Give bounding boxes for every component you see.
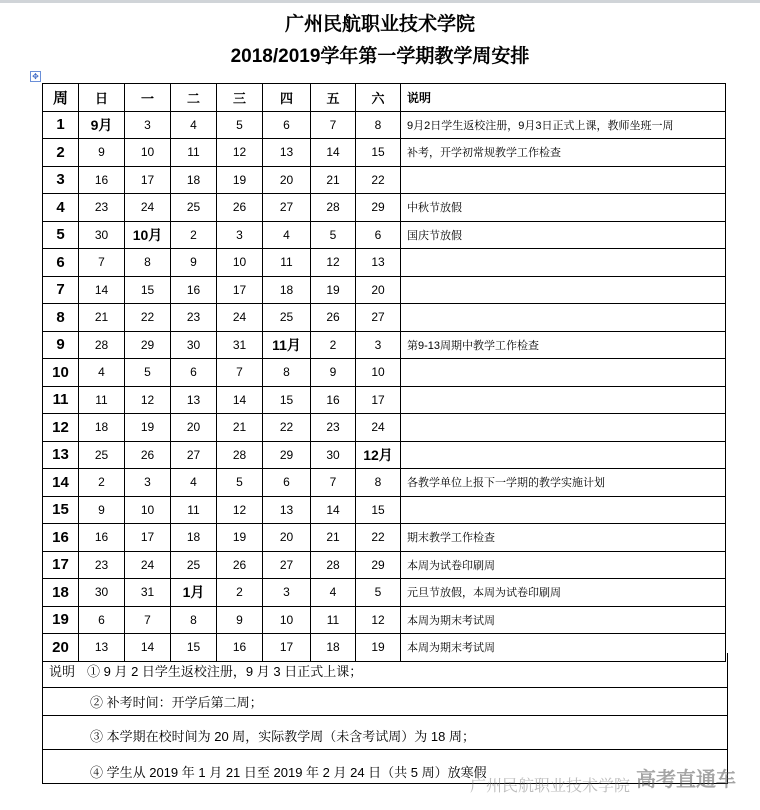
day-cell: 17 bbox=[125, 166, 171, 194]
day-cell: 4 bbox=[263, 221, 311, 249]
table-row bbox=[43, 221, 726, 249]
day-cell: 6 bbox=[263, 469, 311, 497]
day-cell: 8 bbox=[263, 359, 311, 387]
day-cell: 9 bbox=[79, 139, 125, 167]
day-cell: 30 bbox=[311, 441, 356, 469]
day-cell: 19 bbox=[311, 276, 356, 304]
week-note: 期末教学工作检查 bbox=[401, 524, 726, 552]
day-cell: 16 bbox=[217, 634, 263, 662]
week-note: 9月2日学生返校注册，9月3日正式上课，教师坐班一周 bbox=[401, 111, 726, 139]
day-cell: 24 bbox=[217, 304, 263, 332]
day-cell: 27 bbox=[356, 304, 401, 332]
table-row bbox=[43, 551, 726, 579]
column-header: 说明 bbox=[401, 84, 726, 112]
day-cell: 30 bbox=[79, 579, 125, 607]
notes-section bbox=[42, 653, 728, 784]
day-cell: 26 bbox=[125, 441, 171, 469]
day-cell: 8 bbox=[356, 111, 401, 139]
day-cell: 16 bbox=[79, 166, 125, 194]
day-cell: 4 bbox=[171, 469, 217, 497]
week-number: 4 bbox=[43, 194, 79, 222]
day-cell: 11 bbox=[171, 496, 217, 524]
week-number: 2 bbox=[43, 139, 79, 167]
day-cell: 10 bbox=[263, 606, 311, 634]
document-title: 广州民航职业技术学院 bbox=[284, 14, 475, 35]
day-cell: 5 bbox=[356, 579, 401, 607]
day-cell: 11 bbox=[171, 139, 217, 167]
day-cell: 13 bbox=[171, 386, 217, 414]
day-cell: 4 bbox=[79, 359, 125, 387]
table-row bbox=[43, 524, 726, 552]
day-cell: 15 bbox=[171, 634, 217, 662]
day-cell: 8 bbox=[125, 249, 171, 277]
note-item: ① 9 月 2 日学生返校注册，9 月 3 日正式上课； bbox=[87, 663, 363, 679]
day-cell: 24 bbox=[356, 414, 401, 442]
day-cell: 14 bbox=[217, 386, 263, 414]
day-cell: 10 bbox=[217, 249, 263, 277]
week-number: 7 bbox=[43, 276, 79, 304]
week-note bbox=[401, 359, 726, 387]
week-note bbox=[401, 276, 726, 304]
column-header: 二 bbox=[171, 84, 217, 112]
day-cell: 9 bbox=[217, 606, 263, 634]
table-row bbox=[43, 386, 726, 414]
day-cell: 23 bbox=[311, 414, 356, 442]
week-number: 9 bbox=[43, 331, 79, 359]
day-cell: 18 bbox=[171, 166, 217, 194]
week-number: 11 bbox=[43, 386, 79, 414]
day-cell: 3 bbox=[125, 111, 171, 139]
day-cell: 22 bbox=[356, 166, 401, 194]
day-cell: 1月 bbox=[171, 579, 217, 607]
day-cell: 20 bbox=[263, 166, 311, 194]
week-number: 8 bbox=[43, 304, 79, 332]
day-cell: 29 bbox=[356, 551, 401, 579]
day-cell: 7 bbox=[125, 606, 171, 634]
day-cell: 16 bbox=[311, 386, 356, 414]
day-cell: 14 bbox=[125, 634, 171, 662]
table-row bbox=[43, 194, 726, 222]
day-cell: 22 bbox=[125, 304, 171, 332]
day-cell: 28 bbox=[311, 551, 356, 579]
day-cell: 27 bbox=[263, 551, 311, 579]
week-number: 17 bbox=[43, 551, 79, 579]
table-header-row bbox=[43, 84, 726, 112]
note-item: ③ 本学期在校时间为 20 周，实际教学周（未含考试周）为 18 周； bbox=[90, 729, 475, 744]
day-cell: 6 bbox=[356, 221, 401, 249]
day-cell: 12 bbox=[217, 496, 263, 524]
day-cell: 17 bbox=[125, 524, 171, 552]
day-cell: 12 bbox=[217, 139, 263, 167]
day-cell: 30 bbox=[79, 221, 125, 249]
note-row bbox=[43, 716, 727, 750]
day-cell: 27 bbox=[171, 441, 217, 469]
day-cell: 11月 bbox=[263, 331, 311, 359]
table-row bbox=[43, 166, 726, 194]
day-cell: 29 bbox=[356, 194, 401, 222]
day-cell: 2 bbox=[311, 331, 356, 359]
day-cell: 21 bbox=[79, 304, 125, 332]
table-row bbox=[43, 111, 726, 139]
day-cell: 20 bbox=[171, 414, 217, 442]
note-item: ② 补考时间：开学后第二周； bbox=[90, 695, 263, 710]
day-cell: 19 bbox=[356, 634, 401, 662]
day-cell: 24 bbox=[125, 194, 171, 222]
day-cell: 13 bbox=[356, 249, 401, 277]
day-cell: 8 bbox=[356, 469, 401, 497]
watermark-school: 广州民航职业技术学院 bbox=[470, 776, 631, 795]
day-cell: 6 bbox=[263, 111, 311, 139]
day-cell: 10 bbox=[125, 139, 171, 167]
day-cell: 28 bbox=[311, 194, 356, 222]
day-cell: 15 bbox=[263, 386, 311, 414]
day-cell: 2 bbox=[217, 579, 263, 607]
week-note: 元旦节放假，本周为试卷印刷周 bbox=[401, 579, 726, 607]
day-cell: 7 bbox=[311, 111, 356, 139]
day-cell: 10 bbox=[356, 359, 401, 387]
day-cell: 20 bbox=[356, 276, 401, 304]
day-cell: 8 bbox=[171, 606, 217, 634]
table-row bbox=[43, 249, 726, 277]
day-cell: 16 bbox=[79, 524, 125, 552]
day-cell: 7 bbox=[217, 359, 263, 387]
day-cell: 7 bbox=[311, 469, 356, 497]
day-cell: 3 bbox=[356, 331, 401, 359]
table-row bbox=[43, 331, 726, 359]
week-number: 16 bbox=[43, 524, 79, 552]
day-cell: 2 bbox=[171, 221, 217, 249]
table-row bbox=[43, 304, 726, 332]
week-number: 5 bbox=[43, 221, 79, 249]
day-cell: 19 bbox=[217, 166, 263, 194]
day-cell: 9 bbox=[311, 359, 356, 387]
table-row bbox=[43, 441, 726, 469]
week-note: 本周为期末考试周 bbox=[401, 606, 726, 634]
week-note bbox=[401, 249, 726, 277]
note-row bbox=[43, 653, 727, 688]
day-cell: 26 bbox=[311, 304, 356, 332]
day-cell: 9 bbox=[171, 249, 217, 277]
week-note: 本周为试卷印刷周 bbox=[401, 551, 726, 579]
day-cell: 15 bbox=[125, 276, 171, 304]
week-number: 12 bbox=[43, 414, 79, 442]
day-cell: 25 bbox=[171, 194, 217, 222]
day-cell: 29 bbox=[125, 331, 171, 359]
day-cell: 4 bbox=[171, 111, 217, 139]
day-cell: 21 bbox=[217, 414, 263, 442]
day-cell: 12 bbox=[125, 386, 171, 414]
day-cell: 18 bbox=[171, 524, 217, 552]
day-cell: 20 bbox=[263, 524, 311, 552]
day-cell: 14 bbox=[311, 139, 356, 167]
day-cell: 4 bbox=[311, 579, 356, 607]
day-cell: 31 bbox=[125, 579, 171, 607]
week-note: 补考，开学初常规教学工作检查 bbox=[401, 139, 726, 167]
day-cell: 14 bbox=[79, 276, 125, 304]
week-number: 3 bbox=[43, 166, 79, 194]
day-cell: 21 bbox=[311, 166, 356, 194]
day-cell: 5 bbox=[217, 469, 263, 497]
day-cell: 28 bbox=[79, 331, 125, 359]
day-cell: 25 bbox=[79, 441, 125, 469]
column-header: 六 bbox=[356, 84, 401, 112]
week-number: 1 bbox=[43, 111, 79, 139]
day-cell: 9 bbox=[79, 496, 125, 524]
day-cell: 13 bbox=[79, 634, 125, 662]
day-cell: 19 bbox=[217, 524, 263, 552]
week-number: 13 bbox=[43, 441, 79, 469]
day-cell: 10月 bbox=[125, 221, 171, 249]
week-note bbox=[401, 304, 726, 332]
day-cell: 17 bbox=[263, 634, 311, 662]
table-row bbox=[43, 359, 726, 387]
week-number: 20 bbox=[43, 634, 79, 662]
day-cell: 5 bbox=[217, 111, 263, 139]
day-cell: 22 bbox=[263, 414, 311, 442]
week-note: 第9-13周期中教学工作检查 bbox=[401, 331, 726, 359]
week-note: 中秋节放假 bbox=[401, 194, 726, 222]
week-note bbox=[401, 386, 726, 414]
day-cell: 29 bbox=[263, 441, 311, 469]
day-cell: 18 bbox=[263, 276, 311, 304]
day-cell: 6 bbox=[171, 359, 217, 387]
day-cell: 12月 bbox=[356, 441, 401, 469]
day-cell: 17 bbox=[356, 386, 401, 414]
week-note: 国庆节放假 bbox=[401, 221, 726, 249]
day-cell: 11 bbox=[263, 249, 311, 277]
day-cell: 11 bbox=[311, 606, 356, 634]
day-cell: 10 bbox=[125, 496, 171, 524]
watermark-account: 高考直通车 bbox=[636, 767, 736, 791]
day-cell: 21 bbox=[311, 524, 356, 552]
notes-label: 说明 bbox=[49, 663, 76, 679]
week-note bbox=[401, 414, 726, 442]
document-subtitle: 2018/2019学年第一学期教学周安排 bbox=[230, 46, 530, 67]
day-cell: 5 bbox=[311, 221, 356, 249]
week-note: 本周为期末考试周 bbox=[401, 634, 726, 662]
day-cell: 12 bbox=[311, 249, 356, 277]
table-row bbox=[43, 606, 726, 634]
table-row bbox=[43, 496, 726, 524]
column-header: 一 bbox=[125, 84, 171, 112]
day-cell: 18 bbox=[79, 414, 125, 442]
week-note bbox=[401, 166, 726, 194]
week-number: 6 bbox=[43, 249, 79, 277]
day-cell: 15 bbox=[356, 496, 401, 524]
day-cell: 2 bbox=[79, 469, 125, 497]
column-header: 日 bbox=[79, 84, 125, 112]
note-row bbox=[43, 688, 727, 716]
column-header: 三 bbox=[217, 84, 263, 112]
day-cell: 31 bbox=[217, 331, 263, 359]
day-cell: 25 bbox=[263, 304, 311, 332]
day-cell: 26 bbox=[217, 194, 263, 222]
day-cell: 11 bbox=[79, 386, 125, 414]
week-note bbox=[401, 496, 726, 524]
day-cell: 26 bbox=[217, 551, 263, 579]
day-cell: 19 bbox=[125, 414, 171, 442]
week-note: 各教学单位上报下一学期的教学实施计划 bbox=[401, 469, 726, 497]
table-row bbox=[43, 469, 726, 497]
day-cell: 23 bbox=[171, 304, 217, 332]
day-cell: 23 bbox=[79, 551, 125, 579]
day-cell: 27 bbox=[263, 194, 311, 222]
day-cell: 7 bbox=[79, 249, 125, 277]
day-cell: 23 bbox=[79, 194, 125, 222]
week-note bbox=[401, 441, 726, 469]
day-cell: 25 bbox=[171, 551, 217, 579]
table-row bbox=[43, 139, 726, 167]
table-row bbox=[43, 579, 726, 607]
day-cell: 9月 bbox=[79, 111, 125, 139]
day-cell: 17 bbox=[217, 276, 263, 304]
column-header: 周 bbox=[43, 84, 79, 112]
day-cell: 3 bbox=[125, 469, 171, 497]
week-number: 14 bbox=[43, 469, 79, 497]
day-cell: 24 bbox=[125, 551, 171, 579]
day-cell: 16 bbox=[171, 276, 217, 304]
day-cell: 15 bbox=[356, 139, 401, 167]
day-cell: 14 bbox=[311, 496, 356, 524]
day-cell: 22 bbox=[356, 524, 401, 552]
day-cell: 3 bbox=[263, 579, 311, 607]
week-number: 19 bbox=[43, 606, 79, 634]
note-item: ④ 学生从 2019 年 1 月 21 日至 2019 年 2 月 24 日（共 5 周）放寒假 bbox=[90, 765, 487, 780]
day-cell: 5 bbox=[125, 359, 171, 387]
week-number: 10 bbox=[43, 359, 79, 387]
day-cell: 13 bbox=[263, 496, 311, 524]
day-cell: 18 bbox=[311, 634, 356, 662]
week-number: 18 bbox=[43, 579, 79, 607]
table-row bbox=[43, 276, 726, 304]
schedule-table bbox=[42, 83, 726, 662]
table-move-handle-icon[interactable]: ✥ bbox=[30, 71, 41, 82]
day-cell: 28 bbox=[217, 441, 263, 469]
day-cell: 30 bbox=[171, 331, 217, 359]
column-header: 四 bbox=[263, 84, 311, 112]
day-cell: 13 bbox=[263, 139, 311, 167]
column-header: 五 bbox=[311, 84, 356, 112]
day-cell: 6 bbox=[79, 606, 125, 634]
table-row bbox=[43, 414, 726, 442]
week-number: 15 bbox=[43, 496, 79, 524]
day-cell: 12 bbox=[356, 606, 401, 634]
day-cell: 3 bbox=[217, 221, 263, 249]
